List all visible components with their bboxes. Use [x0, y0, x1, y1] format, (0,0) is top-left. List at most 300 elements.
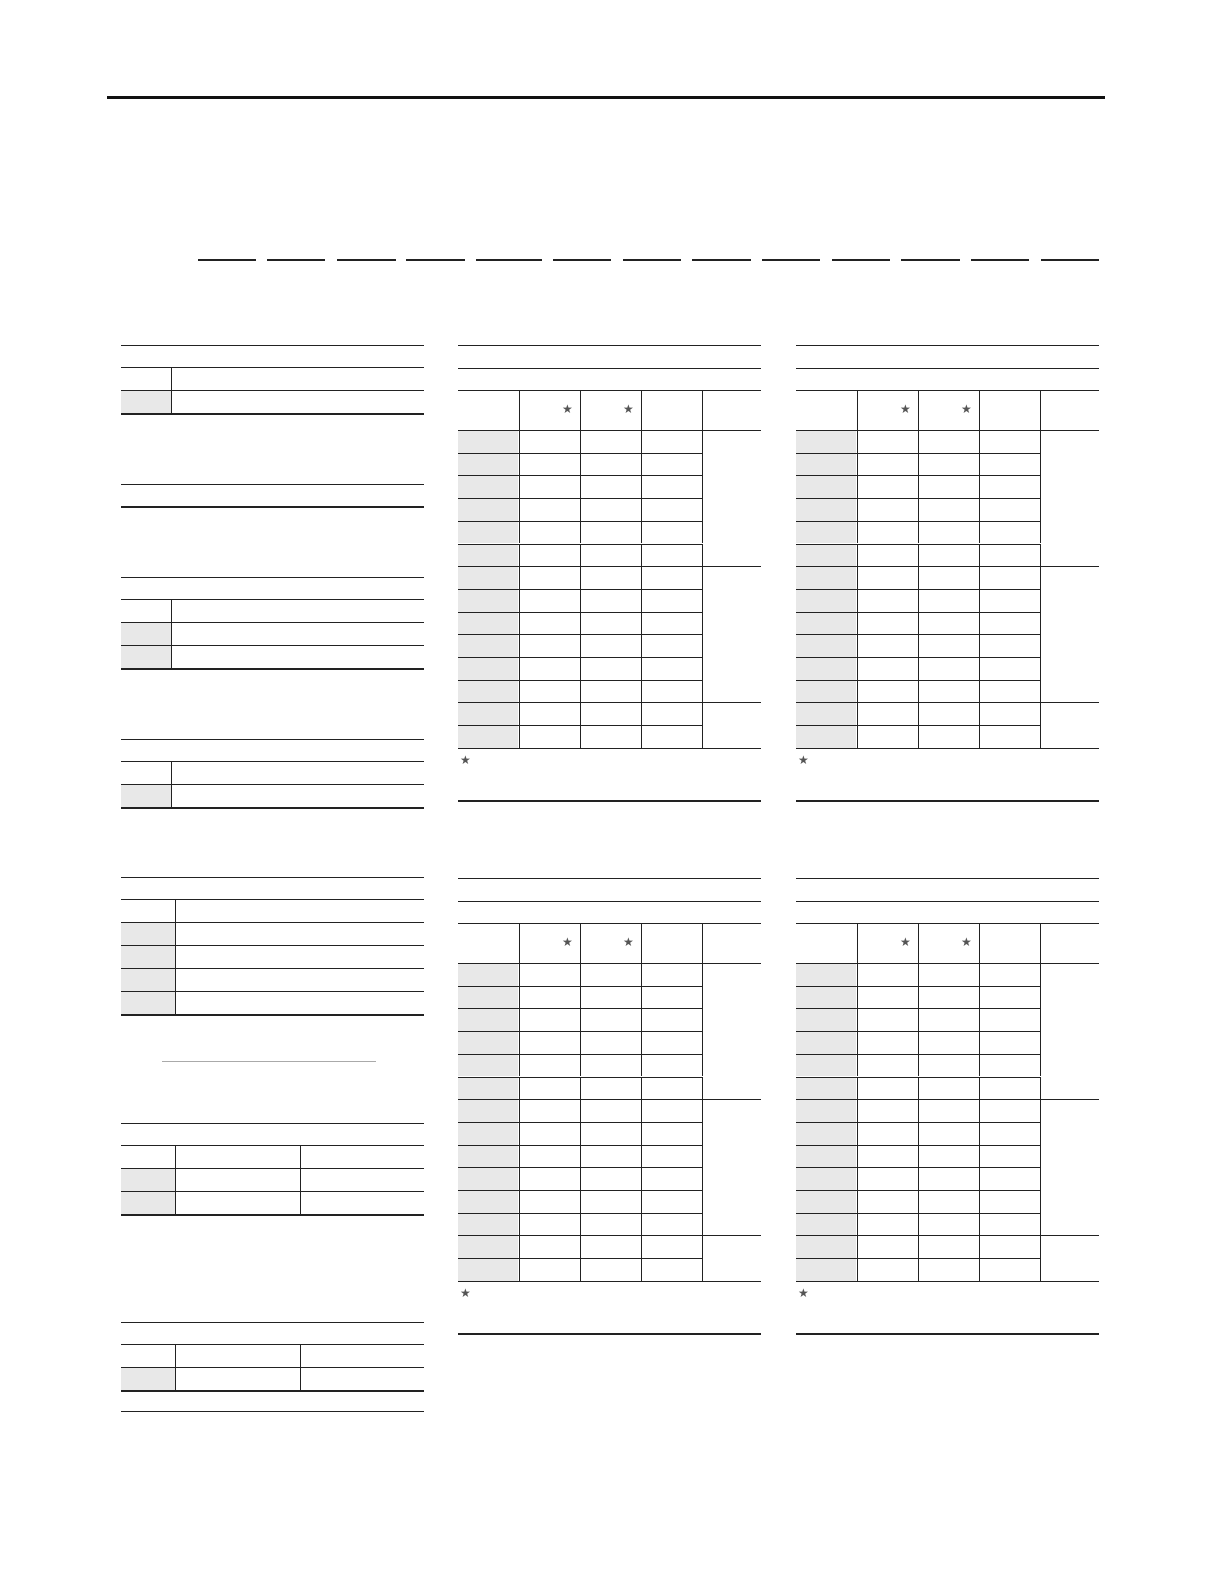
grid-bottom-middle-row-9-cell-1[interactable]	[520, 1146, 579, 1167]
table-g-row-2-label	[121, 1368, 175, 1390]
answer-blank-2[interactable]	[267, 259, 325, 261]
grid-top-right-header-star-2: ★	[961, 402, 972, 416]
grid-bottom-middle-row-14-cell-3[interactable]	[642, 1259, 701, 1280]
grid-top-middle-header-star-2: ★	[623, 402, 634, 416]
table-f-row-2-entry[interactable]	[177, 1170, 422, 1189]
table-c-row-1-divider	[171, 599, 172, 622]
grid-bottom-middle-row-4-cell-2[interactable]	[581, 1032, 640, 1053]
grid-top-right-row-3-cell-3[interactable]	[980, 476, 1039, 497]
grid-bottom-right-row-10-cell-2[interactable]	[919, 1168, 978, 1189]
grid-top-right-row-4-col-divider-4	[1040, 498, 1041, 521]
grid-bottom-middle-row-4-cell-1[interactable]	[520, 1032, 579, 1053]
grid-bottom-middle-row-10-cell-2[interactable]	[581, 1168, 640, 1189]
table-g-row-1-divider	[175, 1344, 176, 1367]
table-b-bottom-rule	[121, 506, 424, 508]
grid-bottom-middle-table-bottom-rule	[458, 1281, 761, 1282]
grid-top-middle-row-11-col-divider-4	[702, 657, 703, 680]
grid-top-middle-row-4-cell-1[interactable]	[520, 499, 579, 520]
grid-bottom-right-row-13-cell-1[interactable]	[858, 1236, 917, 1257]
grid-top-right-row-7-col-divider-4	[1040, 566, 1041, 589]
grid-top-middle-row-4-cell-3[interactable]	[642, 499, 701, 520]
grid-bottom-right-header-col-divider-3	[979, 924, 980, 963]
grid-bottom-middle-row-2-cell-1[interactable]	[520, 987, 579, 1008]
grid-top-middle-row-5-cell-3[interactable]	[642, 522, 701, 543]
grid-bottom-right-row-6-col-divider-4	[1040, 1077, 1041, 1100]
grid-top-middle-row-6-cell-2[interactable]	[581, 545, 640, 566]
grid-top-right-row-7-cell-1[interactable]	[858, 567, 917, 588]
grid-top-middle-row-8-cell-2[interactable]	[581, 590, 640, 611]
grid-bottom-middle-row-10-label	[458, 1168, 518, 1190]
grid-top-middle-row-1-cell-3[interactable]	[642, 431, 701, 452]
grid-bottom-right-row-4-cell-3[interactable]	[980, 1032, 1039, 1053]
answer-blank-4[interactable]	[406, 259, 465, 261]
grid-bottom-middle-row-8-cell-1[interactable]	[520, 1123, 579, 1144]
grid-top-right-row-4-cell-3[interactable]	[980, 499, 1039, 520]
grid-top-right-row-1-cell-2[interactable]	[919, 431, 978, 452]
grid-bottom-right-row-9-cell-2[interactable]	[919, 1146, 978, 1167]
grid-bottom-middle-row-13-cell-3[interactable]	[642, 1236, 701, 1257]
grid-bottom-right-header-star-1: ★	[900, 935, 911, 949]
grid-bottom-right-row-6-label	[796, 1078, 856, 1100]
grid-bottom-right-row-11-cell-2[interactable]	[919, 1191, 978, 1212]
grid-top-right-row-1-cell-1[interactable]	[858, 431, 917, 452]
grid-top-middle-row-5-cell-2[interactable]	[581, 522, 640, 543]
grid-top-right-row-9-cell-1[interactable]	[858, 613, 917, 634]
grid-top-middle-row-14-cell-3[interactable]	[642, 726, 701, 747]
grid-bottom-middle-row-7-cell-3[interactable]	[642, 1100, 701, 1121]
answer-blank-10[interactable]	[832, 259, 890, 261]
grid-bottom-middle-row-4-label	[458, 1032, 518, 1054]
table-e-row-5-rule	[121, 1014, 424, 1016]
grid-top-right-row-6-cell-1[interactable]	[858, 545, 917, 566]
grid-top-right-row-9-cell-2[interactable]	[919, 613, 978, 634]
grid-top-right-row-11-cell-1[interactable]	[858, 658, 917, 679]
grid-bottom-middle-row-3-cell-1[interactable]	[520, 1009, 579, 1030]
grid-bottom-middle-group-rule-1	[702, 1099, 761, 1100]
answer-blank-3[interactable]	[337, 259, 396, 261]
grid-top-right-top-rule	[796, 345, 1099, 346]
answer-blank-5[interactable]	[476, 259, 542, 261]
grid-bottom-right-row-7-cell-2[interactable]	[919, 1100, 978, 1121]
answer-blank-8[interactable]	[692, 259, 751, 261]
grid-top-middle-row-3-cell-2[interactable]	[581, 476, 640, 497]
grid-bottom-right-row-1-cell-1[interactable]	[858, 964, 917, 985]
grid-top-right-row-7-cell-2[interactable]	[919, 567, 978, 588]
grid-bottom-right-row-2-cell-1[interactable]	[858, 987, 917, 1008]
grid-top-middle-header-star-1: ★	[562, 402, 573, 416]
grid-bottom-right-row-2-cell-3[interactable]	[980, 987, 1039, 1008]
grid-bottom-middle-row-11-col-divider-4	[702, 1190, 703, 1213]
table-d-row-1-entry[interactable]	[173, 763, 422, 782]
grid-top-middle-row-8-label	[458, 590, 518, 612]
answer-blank-12[interactable]	[971, 259, 1029, 261]
grid-bottom-middle-row-11-cell-1[interactable]	[520, 1191, 579, 1212]
grid-bottom-middle-row-1-cell-2[interactable]	[581, 964, 640, 985]
grid-top-middle-row-3-cell-3[interactable]	[642, 476, 701, 497]
grid-bottom-right-row-12-cell-1[interactable]	[858, 1214, 917, 1235]
answer-blank-13[interactable]	[1041, 259, 1099, 261]
grid-top-right-row-7-cell-3[interactable]	[980, 567, 1039, 588]
grid-bottom-right-row-6-cell-2[interactable]	[919, 1078, 978, 1099]
table-f-header-divider-1	[175, 1145, 176, 1168]
grid-bottom-middle-row-8-label	[458, 1123, 518, 1145]
grid-bottom-right-row-7-cell-3[interactable]	[980, 1100, 1039, 1121]
table-e-row-2-entry[interactable]	[177, 924, 422, 943]
grid-top-middle-row-13-cell-2[interactable]	[581, 703, 640, 724]
grid-top-right-row-11-label	[796, 658, 856, 680]
grid-bottom-middle-row-2-cell-3[interactable]	[642, 987, 701, 1008]
answer-blank-6[interactable]	[553, 259, 611, 261]
grid-top-right-row-9-cell-3[interactable]	[980, 613, 1039, 634]
grid-bottom-middle-header-col-divider-2	[580, 924, 581, 963]
table-e-row-2-divider	[175, 922, 176, 945]
grid-bottom-middle-subtitle-rule	[458, 901, 761, 902]
grid-bottom-middle-row-6-cell-3[interactable]	[642, 1078, 701, 1099]
table-d-row-2-entry[interactable]	[173, 786, 422, 805]
table-e-row-3-divider	[175, 945, 176, 968]
table-c-row-3-entry[interactable]	[173, 647, 422, 666]
grid-top-right-row-6-cell-2[interactable]	[919, 545, 978, 566]
grid-top-middle-row-12-cell-1[interactable]	[520, 681, 579, 702]
grid-bottom-middle-row-9-cell-3[interactable]	[642, 1146, 701, 1167]
table-a-row-2-label	[121, 391, 171, 413]
grid-bottom-middle-row-10-cell-3[interactable]	[642, 1168, 701, 1189]
grid-top-middle-row-1-cell-2[interactable]	[581, 431, 640, 452]
table-e-row-5-entry[interactable]	[177, 993, 422, 1012]
grid-top-middle-row-4-label	[458, 499, 518, 521]
grid-bottom-middle-row-2-col-divider-4	[702, 986, 703, 1009]
table-c-top-rule	[121, 577, 424, 578]
grid-bottom-middle-row-11-cell-3[interactable]	[642, 1191, 701, 1212]
grid-top-middle-row-14-cell-1[interactable]	[520, 726, 579, 747]
grid-top-middle-row-6-col-divider-4	[702, 544, 703, 567]
grid-top-right-row-14-cell-2[interactable]	[919, 726, 978, 747]
grid-bottom-right-row-14-cell-1[interactable]	[858, 1259, 917, 1280]
table-c-row-3-divider	[171, 645, 172, 668]
grid-bottom-right-row-11-cell-3[interactable]	[980, 1191, 1039, 1212]
grid-bottom-middle-row-12-cell-2[interactable]	[581, 1214, 640, 1235]
grid-top-middle-row-9-cell-3[interactable]	[642, 613, 701, 634]
grid-bottom-middle-row-1-cell-3[interactable]	[642, 964, 701, 985]
grid-bottom-middle-footer-rule	[458, 1333, 761, 1335]
grid-bottom-right-row-8-cell-3[interactable]	[980, 1123, 1039, 1144]
answer-blank-11[interactable]	[901, 259, 960, 261]
grid-bottom-middle-row-13-cell-1[interactable]	[520, 1236, 579, 1257]
grid-bottom-right-row-5-cell-1[interactable]	[858, 1055, 917, 1076]
grid-bottom-right-row-13-label	[796, 1236, 856, 1258]
grid-top-middle-row-13-label	[458, 703, 518, 725]
grid-top-right-row-5-label	[796, 522, 856, 544]
grid-top-middle-row-7-cell-2[interactable]	[581, 567, 640, 588]
table-e-row-3-entry[interactable]	[177, 947, 422, 966]
grid-bottom-middle-row-3-col-divider-4	[702, 1008, 703, 1031]
grid-top-middle-row-8-cell-1[interactable]	[520, 590, 579, 611]
grid-bottom-middle-row-9-label	[458, 1146, 518, 1168]
grid-bottom-middle-row-6-label	[458, 1078, 518, 1100]
grid-top-right-row-2-cell-1[interactable]	[858, 454, 917, 475]
grid-bottom-right-row-5-cell-2[interactable]	[919, 1055, 978, 1076]
grid-bottom-right-row-14-col-divider-4	[1040, 1258, 1041, 1281]
grid-top-middle-row-9-cell-2[interactable]	[581, 613, 640, 634]
grid-top-right-row-5-cell-1[interactable]	[858, 522, 917, 543]
grid-bottom-right-row-3-cell-3[interactable]	[980, 1009, 1039, 1030]
grid-top-right-row-8-cell-2[interactable]	[919, 590, 978, 611]
grid-top-middle-row-14-label	[458, 726, 518, 748]
grid-bottom-right-row-10-cell-3[interactable]	[980, 1168, 1039, 1189]
grid-top-right-header-col-divider-3	[979, 391, 980, 430]
grid-bottom-middle-row-14-cell-2[interactable]	[581, 1259, 640, 1280]
table-c-row-1-entry[interactable]	[173, 601, 422, 620]
grid-bottom-right-row-10-cell-1[interactable]	[858, 1168, 917, 1189]
grid-top-middle-row-8-cell-3[interactable]	[642, 590, 701, 611]
grid-top-middle-row-1-cell-1[interactable]	[520, 431, 579, 452]
grid-top-middle-subtitle-rule	[458, 368, 761, 369]
grid-top-middle-row-13-cell-3[interactable]	[642, 703, 701, 724]
grid-bottom-right-row-9-cell-3[interactable]	[980, 1146, 1039, 1167]
grid-top-right-row-13-label	[796, 703, 856, 725]
grid-bottom-middle-row-6-col-divider-4	[702, 1077, 703, 1100]
table-c-header-rule	[121, 599, 424, 600]
grid-bottom-right-row-8-cell-2[interactable]	[919, 1123, 978, 1144]
grid-bottom-right-row-3-cell-1[interactable]	[858, 1009, 917, 1030]
grid-bottom-middle-row-6-cell-2[interactable]	[581, 1078, 640, 1099]
grid-bottom-middle-row-3-cell-3[interactable]	[642, 1009, 701, 1030]
grid-top-right-row-6-col-divider-4	[1040, 544, 1041, 567]
grid-top-right-row-4-cell-1[interactable]	[858, 499, 917, 520]
grid-bottom-right-row-7-col-divider-4	[1040, 1099, 1041, 1122]
grid-top-middle-row-4-cell-2[interactable]	[581, 499, 640, 520]
grid-top-middle-row-10-cell-3[interactable]	[642, 635, 701, 656]
grid-top-right-row-14-cell-1[interactable]	[858, 726, 917, 747]
grid-bottom-middle-header-col-divider-1	[519, 924, 520, 963]
grid-bottom-middle-row-10-cell-1[interactable]	[520, 1168, 579, 1189]
grid-top-right-row-6-cell-3[interactable]	[980, 545, 1039, 566]
grid-bottom-right-row-14-label	[796, 1259, 856, 1281]
grid-top-right-row-12-col-divider-4	[1040, 680, 1041, 703]
grid-bottom-middle-row-7-cell-1[interactable]	[520, 1100, 579, 1121]
grid-top-middle-row-9-label	[458, 613, 518, 635]
grid-top-right-row-13-cell-3[interactable]	[980, 703, 1039, 724]
grid-bottom-middle-row-12-cell-3[interactable]	[642, 1214, 701, 1235]
grid-bottom-middle-row-2-cell-2[interactable]	[581, 987, 640, 1008]
grid-top-right-row-13-cell-2[interactable]	[919, 703, 978, 724]
grid-top-right-row-12-cell-2[interactable]	[919, 681, 978, 702]
grid-bottom-right-row-13-cell-2[interactable]	[919, 1236, 978, 1257]
grid-bottom-right-row-8-cell-1[interactable]	[858, 1123, 917, 1144]
grid-bottom-middle-row-4-cell-3[interactable]	[642, 1032, 701, 1053]
grid-top-middle-row-6-label	[458, 545, 518, 567]
grid-top-right-row-11-cell-2[interactable]	[919, 658, 978, 679]
grid-top-middle-row-13-cell-1[interactable]	[520, 703, 579, 724]
grid-top-middle-row-10-cell-1[interactable]	[520, 635, 579, 656]
grid-bottom-right-row-9-cell-1[interactable]	[858, 1146, 917, 1167]
grid-bottom-middle-row-6-cell-1[interactable]	[520, 1078, 579, 1099]
table-d-row-1-divider	[171, 761, 172, 784]
grid-bottom-right-row-11-col-divider-4	[1040, 1190, 1041, 1213]
table-a-top-rule	[121, 345, 424, 346]
grid-bottom-middle-row-12-cell-1[interactable]	[520, 1214, 579, 1235]
table-a-row-1-entry[interactable]	[173, 369, 422, 388]
table-d-row-2-divider	[171, 784, 172, 807]
grid-top-right-row-2-cell-2[interactable]	[919, 454, 978, 475]
grid-top-right-row-1-cell-3[interactable]	[980, 431, 1039, 452]
table-e-row-1-entry[interactable]	[177, 901, 422, 920]
grid-top-middle-row-7-cell-3[interactable]	[642, 567, 701, 588]
table-g-row-1-entry[interactable]	[177, 1346, 422, 1365]
grid-top-right-row-12-cell-1[interactable]	[858, 681, 917, 702]
grid-bottom-right-row-3-cell-2[interactable]	[919, 1009, 978, 1030]
grid-top-right-row-10-cell-1[interactable]	[858, 635, 917, 656]
grid-bottom-right-row-12-label	[796, 1214, 856, 1236]
grid-top-middle-row-7-cell-1[interactable]	[520, 567, 579, 588]
grid-top-right-row-10-col-divider-4	[1040, 634, 1041, 657]
grid-bottom-middle-row-9-cell-2[interactable]	[581, 1146, 640, 1167]
table-f-top-rule	[121, 1123, 424, 1124]
table-e-top-rule	[121, 877, 424, 878]
grid-bottom-middle-row-3-cell-2[interactable]	[581, 1009, 640, 1030]
grid-top-middle-row-11-cell-2[interactable]	[581, 658, 640, 679]
grid-top-right-row-2-cell-3[interactable]	[980, 454, 1039, 475]
grid-bottom-right-row-4-col-divider-4	[1040, 1031, 1041, 1054]
grid-top-middle-row-12-cell-3[interactable]	[642, 681, 701, 702]
grid-top-right-row-3-cell-2[interactable]	[919, 476, 978, 497]
grid-top-right-row-14-cell-3[interactable]	[980, 726, 1039, 747]
grid-top-middle-row-10-cell-2[interactable]	[581, 635, 640, 656]
table-f-row-1-entry[interactable]	[177, 1147, 422, 1166]
grid-bottom-right-row-13-col-divider-4	[1040, 1235, 1041, 1258]
grid-bottom-middle-row-7-label	[458, 1100, 518, 1122]
answer-blank-7[interactable]	[623, 259, 681, 261]
grid-bottom-middle-row-7-cell-2[interactable]	[581, 1100, 640, 1121]
grid-top-middle-row-9-cell-1[interactable]	[520, 613, 579, 634]
grid-bottom-middle-row-8-cell-3[interactable]	[642, 1123, 701, 1144]
table-c-row-3-label	[121, 646, 171, 668]
grid-top-middle-row-5-cell-1[interactable]	[520, 522, 579, 543]
grid-bottom-middle-row-5-cell-2[interactable]	[581, 1055, 640, 1076]
grid-bottom-right-row-6-cell-1[interactable]	[858, 1078, 917, 1099]
grid-top-middle-row-2-cell-3[interactable]	[642, 454, 701, 475]
grid-bottom-right-subtitle-rule	[796, 901, 1099, 902]
grid-top-middle-row-6-cell-3[interactable]	[642, 545, 701, 566]
grid-top-middle-header-top-rule	[458, 390, 761, 391]
grid-top-right-row-6-label	[796, 545, 856, 567]
grid-bottom-middle-row-13-cell-2[interactable]	[581, 1236, 640, 1257]
grid-top-right-header-top-rule	[796, 390, 1099, 391]
grid-bottom-right-row-2-col-divider-4	[1040, 986, 1041, 1009]
grid-top-right-row-8-col-divider-4	[1040, 589, 1041, 612]
grid-top-middle-row-14-cell-2[interactable]	[581, 726, 640, 747]
grid-bottom-right-footer-rule	[796, 1333, 1099, 1335]
grid-top-right-row-14-label	[796, 726, 856, 748]
grid-top-right-row-10-cell-2[interactable]	[919, 635, 978, 656]
grid-bottom-middle-row-5-cell-1[interactable]	[520, 1055, 579, 1076]
grid-top-right-header-col-divider-4	[1040, 391, 1041, 430]
grid-top-right-row-8-cell-3[interactable]	[980, 590, 1039, 611]
grid-top-middle-row-7-label	[458, 567, 518, 589]
grid-bottom-right-row-4-cell-2[interactable]	[919, 1032, 978, 1053]
table-a-header-rule	[121, 367, 424, 368]
grid-bottom-middle-row-4-col-divider-4	[702, 1031, 703, 1054]
answer-blank-1[interactable]	[198, 259, 256, 261]
grid-bottom-right-row-1-cell-2[interactable]	[919, 964, 978, 985]
grid-top-middle-row-11-cell-1[interactable]	[520, 658, 579, 679]
table-d-header-rule	[121, 761, 424, 762]
grid-bottom-middle-row-14-col-divider-4	[702, 1258, 703, 1281]
table-f-row-3-entry[interactable]	[177, 1193, 422, 1212]
grid-top-middle-row-11-cell-3[interactable]	[642, 658, 701, 679]
table-c-row-3-rule	[121, 668, 424, 670]
grid-top-middle-row-12-cell-2[interactable]	[581, 681, 640, 702]
grid-top-right-row-5-cell-2[interactable]	[919, 522, 978, 543]
grid-bottom-right-row-12-col-divider-4	[1040, 1213, 1041, 1236]
grid-top-middle-row-2-cell-1[interactable]	[520, 454, 579, 475]
grid-bottom-middle-row-11-cell-2[interactable]	[581, 1191, 640, 1212]
grid-bottom-right-row-6-cell-3[interactable]	[980, 1078, 1039, 1099]
grid-top-right-row-3-col-divider-4	[1040, 475, 1041, 498]
grid-top-middle-row-2-cell-2[interactable]	[581, 454, 640, 475]
grid-top-right-row-11-cell-3[interactable]	[980, 658, 1039, 679]
grid-bottom-middle-row-2-label	[458, 987, 518, 1009]
grid-top-right-row-8-cell-1[interactable]	[858, 590, 917, 611]
grid-top-right-row-3-cell-1[interactable]	[858, 476, 917, 497]
table-a-row-2-entry[interactable]	[173, 392, 422, 411]
grid-bottom-middle-row-8-cell-2[interactable]	[581, 1123, 640, 1144]
answer-blank-9[interactable]	[762, 259, 820, 261]
grid-top-middle-footer-rule	[458, 800, 761, 802]
grid-bottom-right-row-7-cell-1[interactable]	[858, 1100, 917, 1121]
grid-top-right-row-13-cell-1[interactable]	[858, 703, 917, 724]
table-g-top-rule	[121, 1322, 424, 1323]
grid-bottom-right-row-14-cell-3[interactable]	[980, 1259, 1039, 1280]
grid-top-right-row-4-cell-2[interactable]	[919, 499, 978, 520]
grid-top-middle-row-6-cell-1[interactable]	[520, 545, 579, 566]
grid-top-right-header-col-divider-2	[918, 391, 919, 430]
grid-top-middle-row-13-col-divider-4	[702, 702, 703, 725]
table-e-header-rule	[121, 899, 424, 900]
grid-top-right-header-col-divider-1	[857, 391, 858, 430]
table-c-row-2-entry[interactable]	[173, 624, 422, 643]
grid-bottom-right-row-11-cell-1[interactable]	[858, 1191, 917, 1212]
grid-bottom-right-row-12-cell-2[interactable]	[919, 1214, 978, 1235]
grid-bottom-right-row-12-cell-3[interactable]	[980, 1214, 1039, 1235]
grid-top-middle-row-12-col-divider-4	[702, 680, 703, 703]
grid-bottom-middle-row-1-cell-1[interactable]	[520, 964, 579, 985]
table-g-row-2-entry[interactable]	[177, 1369, 422, 1388]
grid-top-middle-row-1-col-divider-4	[702, 430, 703, 453]
grid-top-right-row-12-cell-3[interactable]	[980, 681, 1039, 702]
grid-bottom-right-row-5-cell-3[interactable]	[980, 1055, 1039, 1076]
grid-top-right-row-2-col-divider-4	[1040, 453, 1041, 476]
grid-top-right-row-5-cell-3[interactable]	[980, 522, 1039, 543]
table-e-row-2-label	[121, 923, 175, 945]
grid-bottom-middle-row-1-label	[458, 964, 518, 986]
grid-bottom-right-row-2-cell-2[interactable]	[919, 987, 978, 1008]
grid-bottom-right-row-1-cell-3[interactable]	[980, 964, 1039, 985]
grid-bottom-right-row-4-cell-1[interactable]	[858, 1032, 917, 1053]
grid-top-middle-row-7-col-divider-4	[702, 566, 703, 589]
grid-top-right-footer-rule	[796, 800, 1099, 802]
grid-top-right-row-13-col-divider-4	[1040, 702, 1041, 725]
grid-top-right-row-4-label	[796, 499, 856, 521]
grid-bottom-middle-row-14-cell-1[interactable]	[520, 1259, 579, 1280]
grid-bottom-right-row-13-cell-3[interactable]	[980, 1236, 1039, 1257]
grid-bottom-right-row-14-cell-2[interactable]	[919, 1259, 978, 1280]
table-d-top-rule	[121, 739, 424, 740]
table-e-row-4-entry[interactable]	[177, 970, 422, 989]
grid-top-middle-row-3-cell-1[interactable]	[520, 476, 579, 497]
grid-bottom-middle-row-5-cell-3[interactable]	[642, 1055, 701, 1076]
grid-top-right-row-10-cell-3[interactable]	[980, 635, 1039, 656]
